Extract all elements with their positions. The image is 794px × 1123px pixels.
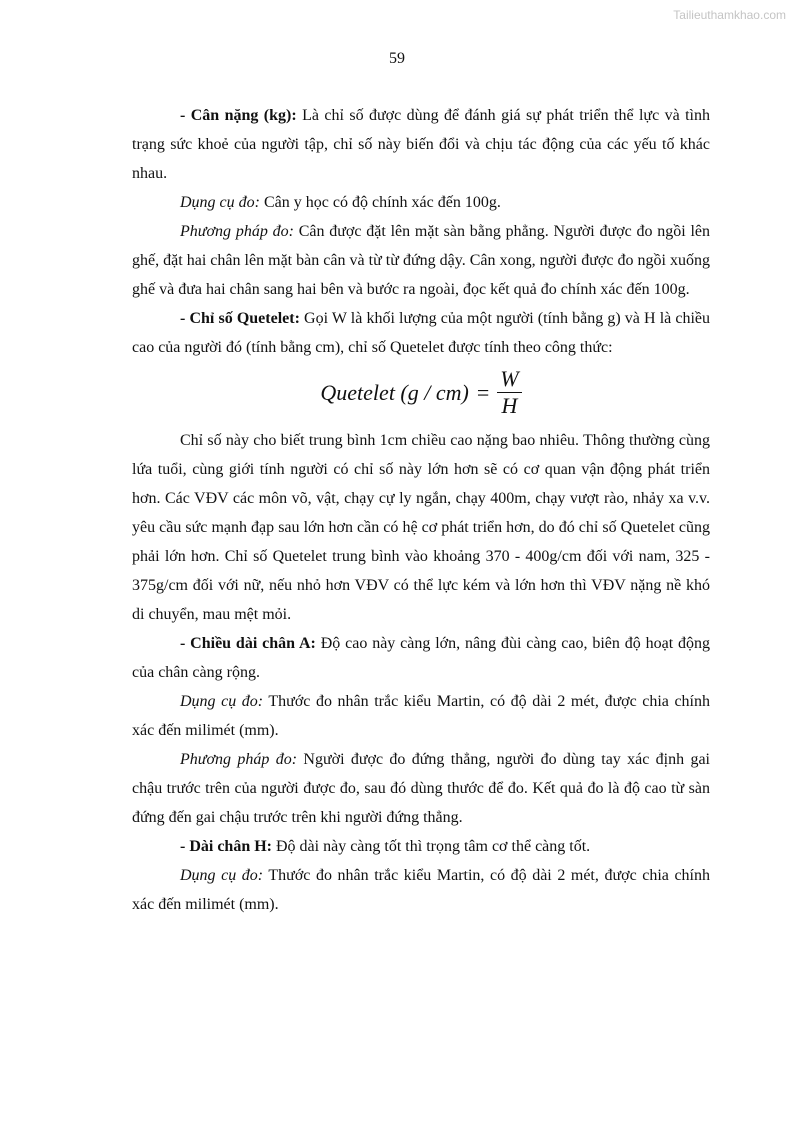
term-body-weight: - Cân nặng (kg):	[180, 107, 297, 124]
text-weight-tool: Cân y học có độ chính xác đến 100g.	[259, 194, 501, 211]
term-leg-length-a: - Chiều dài chân A:	[180, 635, 316, 652]
page-number: 59	[389, 50, 405, 67]
formula-equals: =	[476, 379, 490, 405]
label-tool: Dụng cụ đo:	[180, 194, 260, 211]
label-tool: Dụng cụ đo:	[180, 693, 264, 710]
formula-numerator: W	[497, 366, 521, 393]
paragraph-body-weight	[132, 101, 710, 188]
paragraph-weight-tool	[132, 188, 710, 217]
text-leg-a-tool: Thước đo nhân trắc kiểu Martin, có độ dài 2 mét, được chia chính xác đến milimét (mm).	[132, 693, 711, 739]
document-body	[132, 101, 710, 919]
text-quetelet-explanation: Chỉ số này cho biết trung bình 1cm chiều cao nặng bao nhiêu. Thông thường cùng lứa tuổi, cùng giới tính người có chỉ số này lớn hơn sẽ có cơ quan vận động phát triển hơn. Các VĐV các môn võ, vật, chạy cự ly ngắn, chạy 400m, chạy vượt rào, nhảy xa v.v. yêu cầu sức mạnh đạp sau lớn hơn cần có hệ cơ phát triển hơn, do đó chỉ số Quetelet cũng phải lớn hơn. Chỉ số Quetelet trung bình vào khoảng 370 - 400g/cm đối với nam, 325 - 375g/cm đối với nữ, nếu nhỏ hơn VĐV có thể lực kém và lớn hơn thì VĐV nặng nề khó di chuyển, mau mệt mỏi.	[132, 432, 710, 623]
text-weight-method: Cân được đặt lên mặt sàn bằng phẳng. Người được đo ngồi lên ghế, đặt hai chân lên mặt bàn cân và từ từ đứng dậy. Cân xong, người được đo ngồi xuống ghế và đưa hai chân sang hai bên và bước ra ngoài, đọc kết quả đo chính xác đến 100g.	[132, 223, 710, 298]
paragraph-leg-length-h	[132, 832, 710, 861]
definition-quetelet: Gọi W là khối lượng của một người (tính bằng g) và H là chiều cao của người đó (tính bằng cm), chỉ số Quetelet được tính theo công thức:	[132, 310, 711, 356]
quetelet-formula	[132, 362, 710, 422]
term-quetelet: - Chỉ số Quetelet:	[180, 310, 300, 327]
definition-leg-length-a: Độ cao này càng lớn, nâng đùi càng cao, biên độ hoạt động của chân càng rộng.	[132, 635, 711, 681]
formula-fraction	[497, 366, 521, 419]
definition-leg-length-h: Độ dài này càng tốt thì trọng tâm cơ thể càng tốt.	[272, 838, 591, 855]
formula-lhs: Quetelet (g / cm)	[320, 379, 469, 405]
term-leg-length-h: - Dài chân H:	[180, 838, 272, 855]
label-method: Phương pháp đo:	[180, 223, 294, 240]
definition-body-weight: Là chỉ số được dùng để đánh giá sự phát triển thể lực và tình trạng sức khoẻ của người tập, chỉ số này biến đổi và chịu tác động của các yếu tố khác nhau.	[132, 107, 711, 182]
paragraph-quetelet-explanation	[132, 426, 710, 629]
paragraph-leg-a-method	[132, 745, 710, 832]
paragraph-leg-h-tool	[132, 861, 710, 919]
text-leg-h-tool: Thước đo nhân trắc kiểu Martin, có độ dài 2 mét, được chia chính xác đến milimét (mm).	[132, 867, 711, 913]
paragraph-quetelet	[132, 304, 710, 362]
watermark: Tailieuthamkhao.com	[673, 8, 786, 22]
label-tool: Dụng cụ đo:	[180, 867, 264, 884]
paragraph-weight-method	[132, 217, 710, 304]
paragraph-leg-a-tool	[132, 687, 710, 745]
label-method: Phương pháp đo:	[180, 751, 298, 768]
text-leg-a-method: Người được đo đứng thẳng, người đo dùng tay xác định gai chậu trước trên của người được đo, sau đó dùng thước để đo. Kết quả đo là độ cao từ sàn đứng đến gai chậu trước trên khi người đứng thẳng.	[132, 751, 710, 826]
paragraph-leg-length-a	[132, 629, 710, 687]
formula-denominator: H	[501, 392, 518, 418]
